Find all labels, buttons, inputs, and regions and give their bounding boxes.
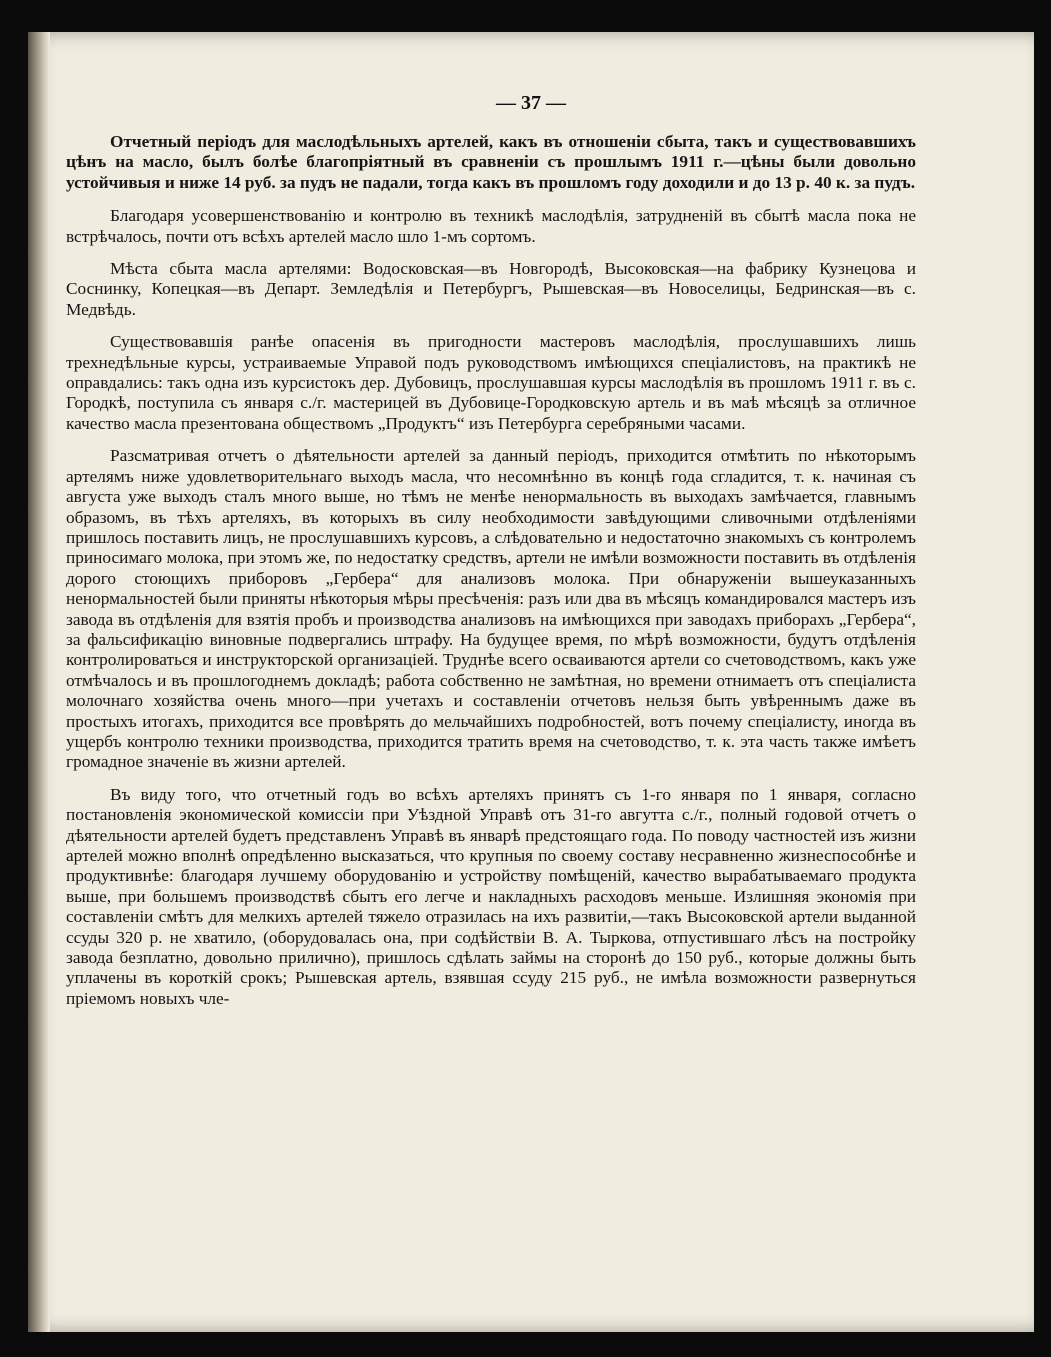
paragraph-annual-report: Въ виду того, что отчетный годъ во всѣхъ артеляхъ принятъ съ 1-го января по 1 января, согласно постановленія экономической комиссіи при Уѣздной Управѣ отъ 31-го авгутта с./г., полный годовой отчетъ о дѣятельности артелей будетъ представленъ Управѣ въ январѣ предстоящаго года. По поводу частностей изъ жизни артелей можно вполнѣ опредѣленно высказаться, что крупныя по своему составу несравненно жизнеспособнѣе и продуктивнѣе: благодаря лучшему оборудованію и устройству помѣщеній, качество вырабатываемаго продукта выше, при большемъ производствѣ сбытъ его легче и накладныхъ расходовъ меньше. Излишняя экономія при составленіи смѣтъ для мелкихъ артелей тяжело отразилась на ихъ развитіи,—такъ Высоковской артели выданной ссуды 320 р. не хватило, (оборудовалась она, при содѣйствіи В. А. Тыркова, отпустившаго лѣсъ на постройку завода безплатно, довольно прилично), пришлось сдѣлать займы на сторонѣ до 150 руб., которые должны быть уплачены въ короткій срокъ; Рышевская артель, взявшая ссуду 215 руб., не имѣла возможности развернуться пріемомъ новыхъ чле-	[66, 784, 916, 1008]
book-gutter	[28, 32, 50, 1332]
page-number: — 37 —	[496, 92, 566, 114]
paragraph-technique-control: Благодаря усовершенствованію и контролю въ техникѣ маслодѣлія, затрудненій въ сбытѣ масла пока не встрѣчалось, почти отъ всѣхъ артелей масло шло 1-мъ сортомъ.	[66, 206, 916, 246]
paragraph-report-review: Разсматривая отчетъ о дѣятельности артелей за данный періодъ, приходится отмѣтить по нѣкоторымъ артелямъ ниже удовлетворительнаго выходъ масла, что несомнѣнно въ концѣ года сгладится, т. к. начиная съ августа уже выходъ сталъ много выше, но тѣмъ не менѣе ненормальность въ выходахъ замѣчается, главнымъ образомъ, въ тѣхъ артеляхъ, въ которыхъ въ силу необходимости завѣдующими сливочными отдѣленіями пришлось поставить лицъ, не прослушавшихъ курсовъ, а слѣдовательно и недостаточно знакомыхъ съ контролемъ приносимаго молока, при этомъ же, по недостатку средствъ, артели не имѣли возможности поставить въ отдѣленія дорого стоющихъ приборовъ „Гербера“ для анализовъ молока. При обнаруженіи вышеуказанныхъ ненормальностей были приняты нѣкоторыя мѣры пресѣченія: разъ или два въ мѣсяцъ командировался мастеръ изъ завода въ отдѣленія для взятія пробъ и производства анализовъ на имѣющихся при заводахъ приборахъ „Гербера“, за фальсификацію виновные подвергались штрафу. На будущее время, по мѣрѣ возможности, будутъ отдѣленія контролироваться и инструкторской организаціей. Труднѣе всего осваиваются артели со счетоводствомъ, какъ уже отмѣчалось и въ прошлогоднемъ докладѣ; работа собственно не замѣтная, но времени отнимаетъ отъ спеціалиста молочнаго хозяйства очень много—при учетахъ и составленіи отчетовъ нельзя быть увѣреннымъ даже въ простыхъ итогахъ, приходится все провѣрять до мельчайшихъ подробностей, вотъ почему спеціалисту, иногда въ ущербъ контролю техники производства, приходится тратить время на счетоводство, т. к. эта часть также имѣетъ громадное значеніе въ жизни артелей.	[66, 446, 916, 772]
paragraph-reporting-period: Отчетный періодъ для маслодѣльныхъ артелей, какъ въ отношеніи сбыта, такъ и существовавшихъ цѣнъ на масло, былъ болѣе благопріятный въ сравненіи съ прошлымъ 1911 г.—цѣны были довольно устойчивыя и ниже 14 руб. за пудъ не падали, тогда какъ въ прошломъ году доходили и до 13 р. 40 к. за пудъ.	[66, 132, 916, 192]
paragraph-masters-courses: Существовавшія ранѣе опасенія въ пригодности мастеровъ маслодѣлія, прослушавшихъ лишь трехнедѣльные курсы, устраиваемые Управой подъ руководствомъ имѣющихся спеціалистовъ, на практикѣ не оправдались: такъ одна изъ курсистокъ дер. Дубовицъ, прослушавшая курсы маслодѣлія въ прошломъ 1911 г. въ с. Городкѣ, поступила съ января с./г. мастерицей въ Дубовице-Городковскую артель и въ маѣ мѣсяцѣ за отличное качество масла презентована обществомъ „Продуктъ“ изъ Петербурга серебряными часами.	[66, 332, 916, 433]
paragraph-sales-places: Мѣста сбыта масла артелями: Водосковская—въ Новгородѣ, Высоковская—на фабрику Кузнецова и Соснинку, Копецкая—въ Департ. Земледѣлія и Петербургъ, Рышевская—въ Новоселицы, Бедринская—въ с. Медвѣдь.	[66, 259, 916, 319]
page-body	[66, 132, 916, 1021]
document-page	[28, 32, 1034, 1332]
